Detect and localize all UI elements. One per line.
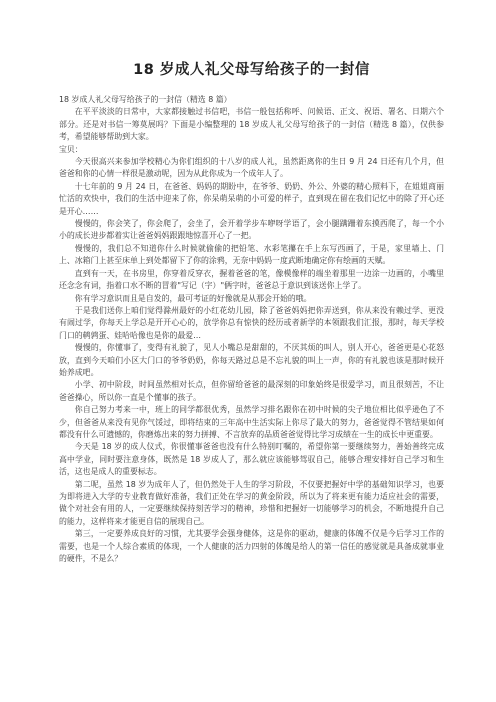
paragraph: 小学、初中阶段，时间虽然相对长点，但你留给爸爸的最深刻的印象始终是很爱学习，而且很刻苦，不让爸爸操心，所以你一直是个懂事的孩子。 [59, 380, 444, 402]
paragraph: 于是我们送你上咱们觉得滁州最好的小红花幼儿园，除了爸爸妈妈把你弄送到，你从来没有赖过学、更没有闹过学，你每天上学总是开开心心的，放学你总有惊快的经历或者新学的本领跟我们汇报，那时，每天学校门口的鹌鹑蛋、娃哈哈像也是你的最爱… [59, 305, 444, 340]
paragraph: 十七年前的 9 月 24 日，在爸爸、妈妈的期盼中，在爷爷、奶奶、外公、外婆的精心照料下，在姐姐商丽忙活的欢快中，我们的生活中迎来了你，你呆萌呆萌的小可爱的样子，直到现在留在我们记忆中的除了开心还是开心…… [59, 181, 444, 216]
paragraph: 18 岁成人礼父母写给孩子的一封信（精选 8 篇） [59, 95, 232, 104]
paragraph: 你自己努力考来一中，班上的同学都很优秀，虽然学习排名跟你在初中时候的尖子地位相比似乎逊色了不少，但爸爸从来没有见你气馁过，即将结束的三年高中生活实际上你尽了最大的努力，爸爸觉得不管结果如何都没有什么可遗憾的，你磨炼出来的努力拼搏、不言放弃的品质爸爸觉得比学习成绩在一生的成长中更重要。 [59, 405, 444, 439]
paragraph: 在平平淡淡的日常中，大家都接触过书信吧，书信一般包括称呼、问候语、正文、祝语、署名、日期六个部分。还是对书信一筹莫展吗？下面是小编整理的 18 岁成人礼父母写给孩子的一封信（精选 8 篇），仅供参考，希望能够帮助到大家。 [59, 107, 444, 142]
paragraph: 第二呢，虽然 18 岁为成年人了，但仍然处于人生的学习阶段，不仅要把握好中学的基础知识学习，也要为即将进入大学的专业教育做好准备，我们正处在学习的黄金阶段，所以为了将来更有能力适应社会的需要，做个对社会有用的人，一定要继续保持刻苦学习的精神，珍惜和把握好一切能够学习的机会，不断地提升自己的能力，这样将来才能更自信的展现自己。 [59, 479, 444, 526]
paragraph: 慢慢的，我们总不知道你什么时候就偷偷的把铅笔、水彩笔攥在手上东写西画了，于是，家里墙上、门上、冰箱门上甚至床单上到处都留下了你的涂鸦，无奈中妈妈一度武断地确定你有绘画的天赋。 [59, 243, 444, 266]
paragraph: 慢慢的，你会笑了，你会爬了，会坐了，会开着学步车咿呀学语了，会小腿蹒跚着东摸西爬了，每一个小小的成长进步都着实让爸爸妈妈跟跟地惊喜开心了一把。 [59, 219, 444, 241]
paragraph: 宝贝： [59, 144, 83, 154]
paragraph: 直到有一天，在书房里，你穿着反穿衣，握着爸爸的笔，像模像样的端坐着那里一边涂一边画的，小嘴里还念念有词，指着口水不断的冒着"写记（字）"俩字时，爸爸总于意识到该送你上学了。 [59, 268, 444, 291]
paragraph: 第三，一定要养成良好的习惯，尤其要学会强身健体，这是你的驱动，健康的体魄不仅是今后学习工作的需要，也是一个人综合素质的体现，一个人健康的活力四射的体魄是给人的第一信任的感觉就是具备成就事业的硬件，不是么？ [59, 529, 444, 564]
paragraph: 今天是 18 岁的成人仪式，你很懂事爸爸也没有什么特别叮嘱的，希望你第一要继续努力，善始善终完成高中学业，同时要注意身体，既然是 18 岁成人了，那么就应该能够驾驭自己，能够合理安排好自己学习和生活，这也是成人的重要标志。 [59, 442, 444, 477]
paragraph: 慢慢的，你懂事了，变得有礼貌了，见人小嘴总是甜甜的，不厌其烦的叫人，别人开心，爸爸更是心花怒放，直到今天咱们小区大门口的爷爷奶奶，你每天路过总是不忘礼貌的叫上一声，你的有礼貌也该是那时候开始养成吧。 [59, 343, 444, 377]
paragraph: 你有学习意识而且是自发的，最可考证的好像就是从那会开始的哦。 [74, 293, 312, 303]
document-title: 18 岁成人礼父母写给孩子的一封信 [133, 62, 370, 78]
document-body [59, 94, 444, 565]
paragraph: 今天很高兴来参加学校精心为你们组织的十八岁的成人礼，虽然距离你的生日 9 月 24 日还有几个月，但爸爸和你的心情一样很是激动呢，因为从此你成为一个成年人了。 [59, 157, 444, 179]
